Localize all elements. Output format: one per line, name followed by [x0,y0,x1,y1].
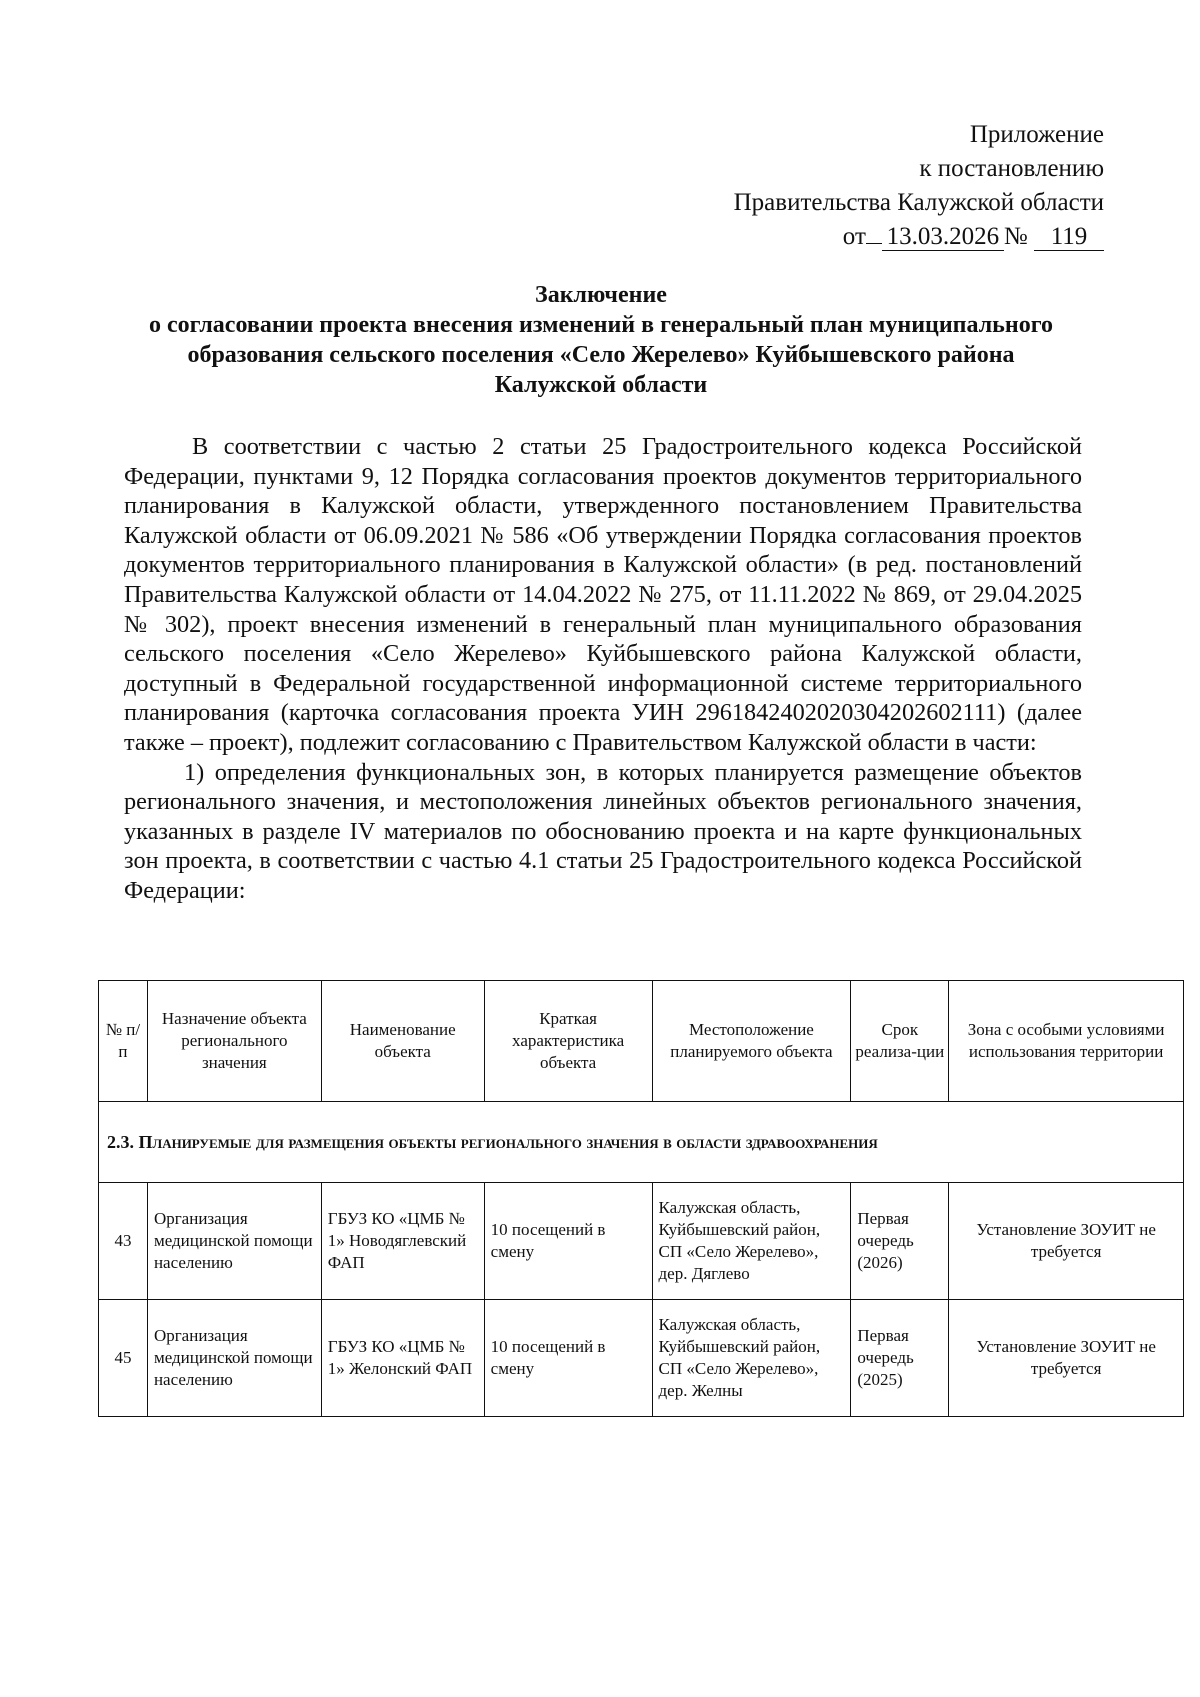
title-line-2: о согласовании проекта внесения изменений в генеральный план муниципального [149,312,1053,338]
regional-objects-table [98,980,1184,1417]
header-location: Местоположение планируемого объекта [652,981,851,1102]
title-line-1: Заключение [535,282,667,308]
date-underline-start [866,243,882,244]
row-zone: Установление ЗОУИТ не требуется [949,1300,1184,1417]
appendix-date-line [734,220,1104,254]
body-text [124,432,1082,906]
row-location: Калужская область, Куйбышевский район, СП «Село Жерелево», дер. Желны [652,1300,851,1417]
body-paragraph-2: 1) определения функциональных зон, в которых планируется размещение объектов регионального значения, и местоположения линейных объектов регионального значения, указанных в разделе IV материалов по обоснованию проекта и на карте функциональных зон проекта, в соответствии с частью 4.1 статьи 25 Градостроительного кодекса Российской Федерации: [124,758,1082,904]
row-location: Калужская область, Куйбышевский район, СП «Село Жерелево», дер. Дяглево [652,1183,851,1300]
row-purpose: Организация медицинской помощи населению [147,1183,321,1300]
row-name: ГБУЗ КО «ЦМБ № 1» Желонский ФАП [321,1300,484,1417]
row-term: Первая очередь (2025) [851,1300,949,1417]
appendix-header [734,118,1104,254]
header-number: № п/п [99,981,148,1102]
table-row [99,1183,1184,1300]
appendix-line-3: Правительства Калужской области [733,189,1104,216]
document-title [120,280,1082,400]
title-line-3: образования сельского поселения «Село Жерелево» Куйбышевского района [187,342,1015,368]
row-number: 45 [99,1300,148,1417]
row-term: Первая очередь (2026) [851,1183,949,1300]
row-zone: Установление ЗОУИТ не требуется [949,1183,1184,1300]
appendix-line-1: Приложение [969,121,1104,148]
row-purpose: Организация медицинской помощи населению [147,1300,321,1417]
header-zone: Зона с особыми условиями использования территории [949,981,1184,1102]
title-line-4: Калужской области [494,372,708,398]
table-section-row [99,1102,1184,1183]
row-name: ГБУЗ КО «ЦМБ № 1» Новодяглевский ФАП [321,1183,484,1300]
section-title: Планируемые для размещения объекты регионального значения в области здравоохранения [138,1131,878,1152]
table-header-row [99,981,1184,1102]
appendix-line-2: к постановлению [919,155,1104,182]
table-row [99,1300,1184,1417]
number-sign: № [1003,223,1028,250]
section-number: 2.3. [107,1131,134,1152]
decree-date: 13.03.2026 [882,224,1004,251]
body-paragraph-1: В соответствии с частью 2 статьи 25 Градостроительного кодекса Российской Федерации, пунктами 9, 12 Порядка согласования проектов документов территориального планирования в Калужской области, утвержденного постановлением Правительства Калужской области от 06.09.2021 № 586 «Об утверждении Порядка согласования проектов документов территориального планирования в Калужской области» (в ред. постановлений Правительства Калужской области от 14.04.2022 № 275, от 11.11.2022 № 869, от 29.04.2025 № 302), проект внесения изменений в генеральный план муниципального образования сельского поселения «Село Жерелево» Куйбышевского района Калужской области, доступный в Федеральной государственной информационной системе территориального планирования (карточка согласования проекта УИН 29618424020203042026021​11) (далее также – проект), подлежит согласованию с Правительством Калужской области в части: [124,433,1082,756]
decree-number: 119 [1034,224,1104,251]
row-characteristic: 10 посещений в смену [484,1300,652,1417]
section-heading [99,1102,1184,1183]
header-name: Наименование объекта [321,981,484,1102]
row-number: 43 [99,1183,148,1300]
header-purpose: Назначение объекта регионального значения [147,981,321,1102]
header-characteristic: Краткая характеристика объекта [484,981,652,1102]
date-prefix: от [842,223,866,250]
header-term: Срок реализа-ции [851,981,949,1102]
row-characteristic: 10 посещений в смену [484,1183,652,1300]
